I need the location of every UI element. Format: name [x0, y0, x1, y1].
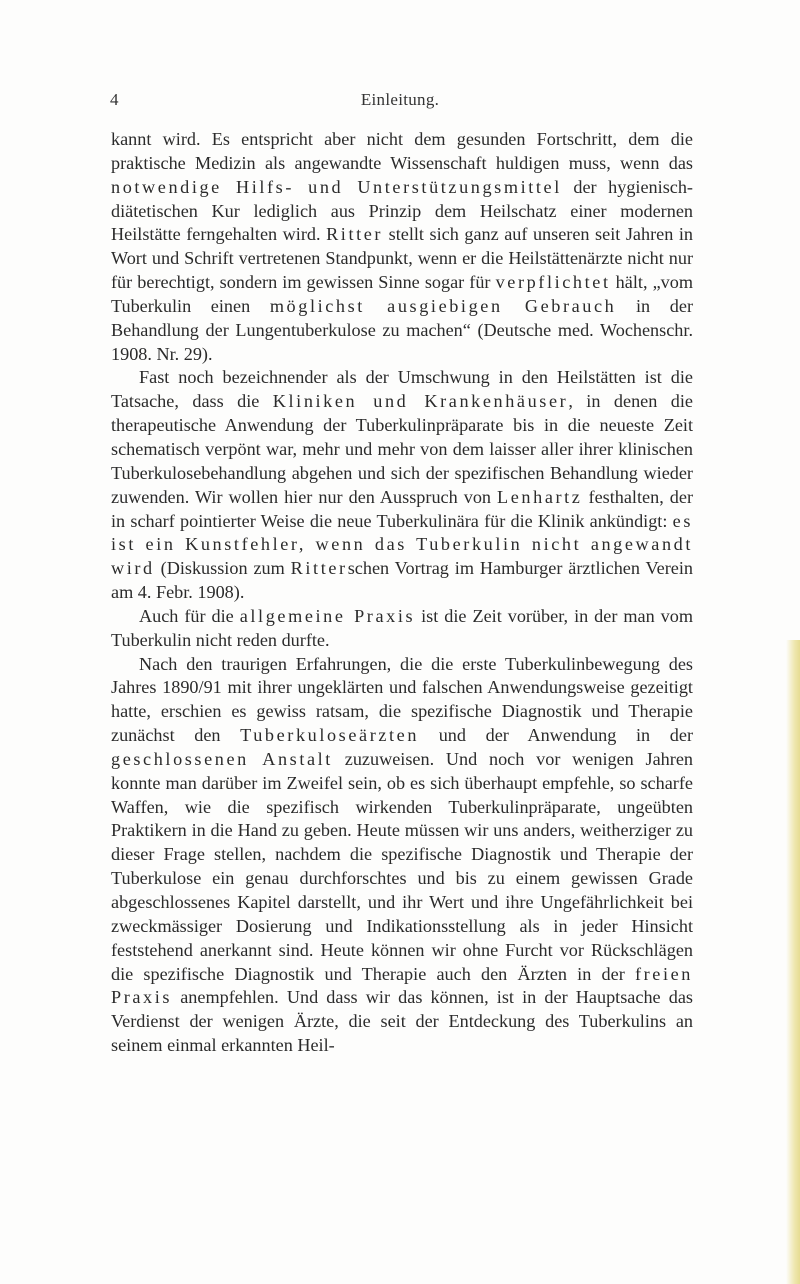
spaced-emphasis-text: Kliniken und Krankenhäuser — [272, 391, 569, 412]
spaced-emphasis-text: Ritter — [326, 224, 384, 245]
text-run: (Diskussion zum — [154, 558, 291, 579]
spaced-emphasis-text: Ritter — [290, 558, 348, 579]
text-run: , in denen die therapeutische Anwendung der Tuberkulinpräparate bis in die neueste Zeit schematisch verpönt war, mehr und mehr von dem laisser aller ihrer klinischen Tuberkulosebehandlung abgehen und sich der spezifischen Behandlung wieder zuwenden. Wir wollen hier nur den Ausspruch von — [111, 391, 693, 507]
text-run: kannt wird. Es entspricht aber nicht dem gesunden Fortschritt, dem die praktische Medizin als angewandte Wissenschaft huldigen muss, wenn das — [111, 129, 693, 173]
text-run: Auch für die — [139, 605, 240, 626]
page-edge-discoloration — [786, 640, 800, 1284]
text-run: schen Vortrag im Hamburger ärztlichen Verein am 4. Febr. 1908). — [111, 558, 694, 603]
text-run: ist die Zeit vorüber, in der man vom Tuberkulin nicht reden durfte. — [111, 605, 693, 650]
page-header — [110, 90, 690, 114]
text-run: in der Behandlung der Lungentuberkulose zu machen“ (Deutsche med. Wochenschr. 1908. Nr. 29). — [111, 295, 693, 364]
spaced-emphasis-text: verpflichtet — [495, 272, 611, 293]
paragraph — [111, 605, 693, 653]
text-run: Nach den traurigen Erfahrungen, die die erste Tuberkulinbewegung des Jahres 1890/91 mit ihrer ungeklärten und falschen Anwendungsweise gezeitigt hatte, erschien es gewiss ratsam, die spezifische Diagnostik und Therapie zunächst den — [111, 653, 693, 746]
paragraph — [111, 128, 693, 366]
running-title: Einleitung. — [360, 90, 440, 109]
spaced-emphasis-text: möglichst ausgiebigen Gebrauch — [269, 295, 617, 316]
text-run: anempfehlen. Und dass wir das können, ist in der Hauptsache das Verdienst der wenigen Ärzte, die seit der Entdeckung des Tuberkulins an seinem einmal erkannten Heil- — [111, 987, 693, 1056]
text-run: der hygienisch-diätetischen Kur lediglich aus Prinzip dem Heilschatz einer modernen Heilstätte ferngehalten wird. — [111, 176, 693, 245]
spaced-emphasis-text: Tuberkuloseärzten — [240, 725, 420, 746]
text-run: stellt sich ganz auf unseren seit Jahren in Wort und Schrift vertretenen Standpunkt, wenn er die Heilstättenärzte nicht nur für berechtigt, sondern im gewissen Sinne sogar für — [111, 224, 693, 293]
text-run: festhalten, der in scharf pointierter Weise die neue Tuberkulinära für die Klinik ankündigt: — [111, 486, 693, 531]
text-run: und der Anwendung in der — [419, 725, 693, 746]
paragraph — [111, 653, 693, 1058]
page-number: 4 — [110, 90, 119, 109]
spaced-emphasis-text: allgemeine Praxis — [239, 605, 416, 626]
spaced-emphasis-text: es ist ein Kunstfehler, wenn das Tuberkulin nicht angewandt wird — [111, 510, 693, 579]
spaced-emphasis-text: notwendige Hilfs- und Unterstützungsmittel — [111, 176, 562, 197]
spaced-emphasis-text: freien Praxis — [111, 963, 693, 1008]
text-run: hält, „vom Tuberkulin einen — [111, 272, 693, 316]
body-text — [111, 128, 693, 1058]
text-run: Fast noch bezeichnender als der Umschwung in den Heilstätten ist die Tatsache, dass die — [111, 367, 693, 412]
paragraph — [111, 366, 693, 604]
spaced-emphasis-text: Lenhartz — [497, 486, 583, 507]
spaced-emphasis-text: geschlossenen Anstalt — [111, 748, 333, 769]
text-run: zuzuweisen. Und noch vor wenigen Jahren konnte man darüber im Zweifel sein, ob es sich überhaupt empfehle, so scharfe Waffen, wie die spezifisch wirkenden Tuberkulinpräparate, ungeübten Praktikern in die Hand zu geben. Heute müssen wir uns anders, weitherziger zu dieser Frage stellen, nachdem die spezifische Diagnostik und Therapie der Tuberkulose ein genau durchforschtes und bis zu einem gewissen Grade abgeschlossenes Kapitel darstellt, und ihr Wert und ihre Ungefährlichkeit bei zweckmässiger Dosierung und Indikationsstellung als in jeder Hinsicht feststehend anerkannt sind. Heute können wir ohne Furcht vor Rückschlägen die spezifische Diagnostik und Therapie auch den Ärzten in der — [111, 748, 693, 984]
